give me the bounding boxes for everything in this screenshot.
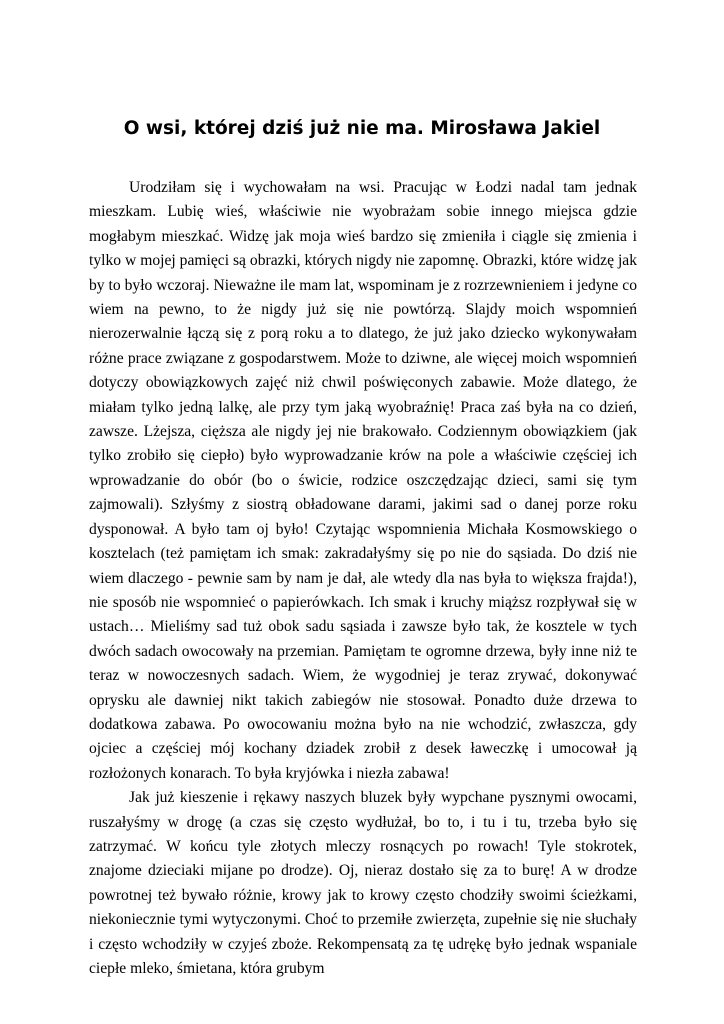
document-body — [89, 176, 637, 981]
paragraph-1: Urodziłam się i wychowałam na wsi. Pracując w Łodzi nadal tam jednak mieszkam. Lubię wieś, właściwie nie wyobrażam sobie innego miejsca gdzie mogłabym mieszkać. Widzę jak moja wieś bardzo się zmieniła i ciągle się zmienia i tylko w mojej pamięci są obrazki, których nigdy nie zapomnę. Obrazki, które widzę jak by to było wczoraj. Nieważne ile mam lat, wspominam je z rozrzewnieniem i jedyne co wiem na pewno, to że nigdy już się nie powtórzą. Slajdy moich wspomnień nierozerwalnie łączą się z porą roku a to dlatego, że już jako dziecko wykonywałam różne prace związane z gospodarstwem. Może to dziwne, ale więcej moich wspomnień dotyczy obowiązkowych zajęć niż chwil poświęconych zabawie. Może dlatego, że miałam tylko jedną lalkę, ale przy tym jaką wyobraźnię! Praca zaś była na co dzień, zawsze. Lżejsza, cięższa ale nigdy jej nie brakowało. Codziennym obowiązkiem (jak tylko zrobiło się ciepło) było wyprowadzanie krów na pole a właściwie częściej ich wprowadzanie do obór (bo o świcie, rodzice oszczędzając dzieci, sami się tym zajmowali). Szłyśmy z siostrą obładowane darami, jakimi sad o danej porze roku dysponował. A było tam oj było! Czytając wspomnienia Michała Kosmowskiego o kosztelach (też pamiętam ich smak: zakradałyśmy się po nie do sąsiada. Do dziś nie wiem dlaczego - pewnie sam by nam je dał, ale wtedy dla nas była to większa frajda!), nie sposób nie wspomnieć o papierówkach. Ich smak i kruchy miąższ rozpływał się w ustach… Mieliśmy sad tuż obok sadu sąsiada i zawsze było tak, że kosztele w tych dwóch sadach owocowały na przemian. Pamiętam te ogromne drzewa, były inne niż te teraz w nowoczesnych sadach. Wiem, że wygodniej je teraz zrywać, dokonywać oprysku ale dawniej nikt takich zabiegów nie stosował. Ponadto duże drzewa to dodatkowa zabawa. Po owocowaniu można było na nie wchodzić, zwłaszcza, gdy ojciec a częściej mój kochany dziadek zrobił z desek ławeczkę i umocował ją rozłożonych konarach. To była kryjówka i niezła zabawa! — [89, 179, 637, 782]
document-title: O wsi, której dziś już nie ma. Mirosława Jakiel — [123, 118, 601, 139]
paragraph-2: Jak już kieszenie i rękawy naszych bluzek były wypchane pysznymi owocami, ruszałyśmy w drogę (a czas się często wydłużał, bo to, i tu i tu, trzeba było się zatrzymać. W końcu tyle złotych mleczy rosnących po rowach! Tyle stokrotek, znajome dzieciaki mijane po drodze). Oj, nieraz dostało się za to burę! A w drodze powrotnej też bywało różnie, krowy jak to krowy często chodziły swoimi ścieżkami, niekoniecznie tymi wytyczonymi. Choć to przemiłe zwierzęta, zupełnie się nie słuchały i często wchodziły w czyjeś zboże. Rekompensatą za tę udrękę było jednak wspaniale ciepłe mleko, śmietana, która grubym — [89, 789, 637, 977]
